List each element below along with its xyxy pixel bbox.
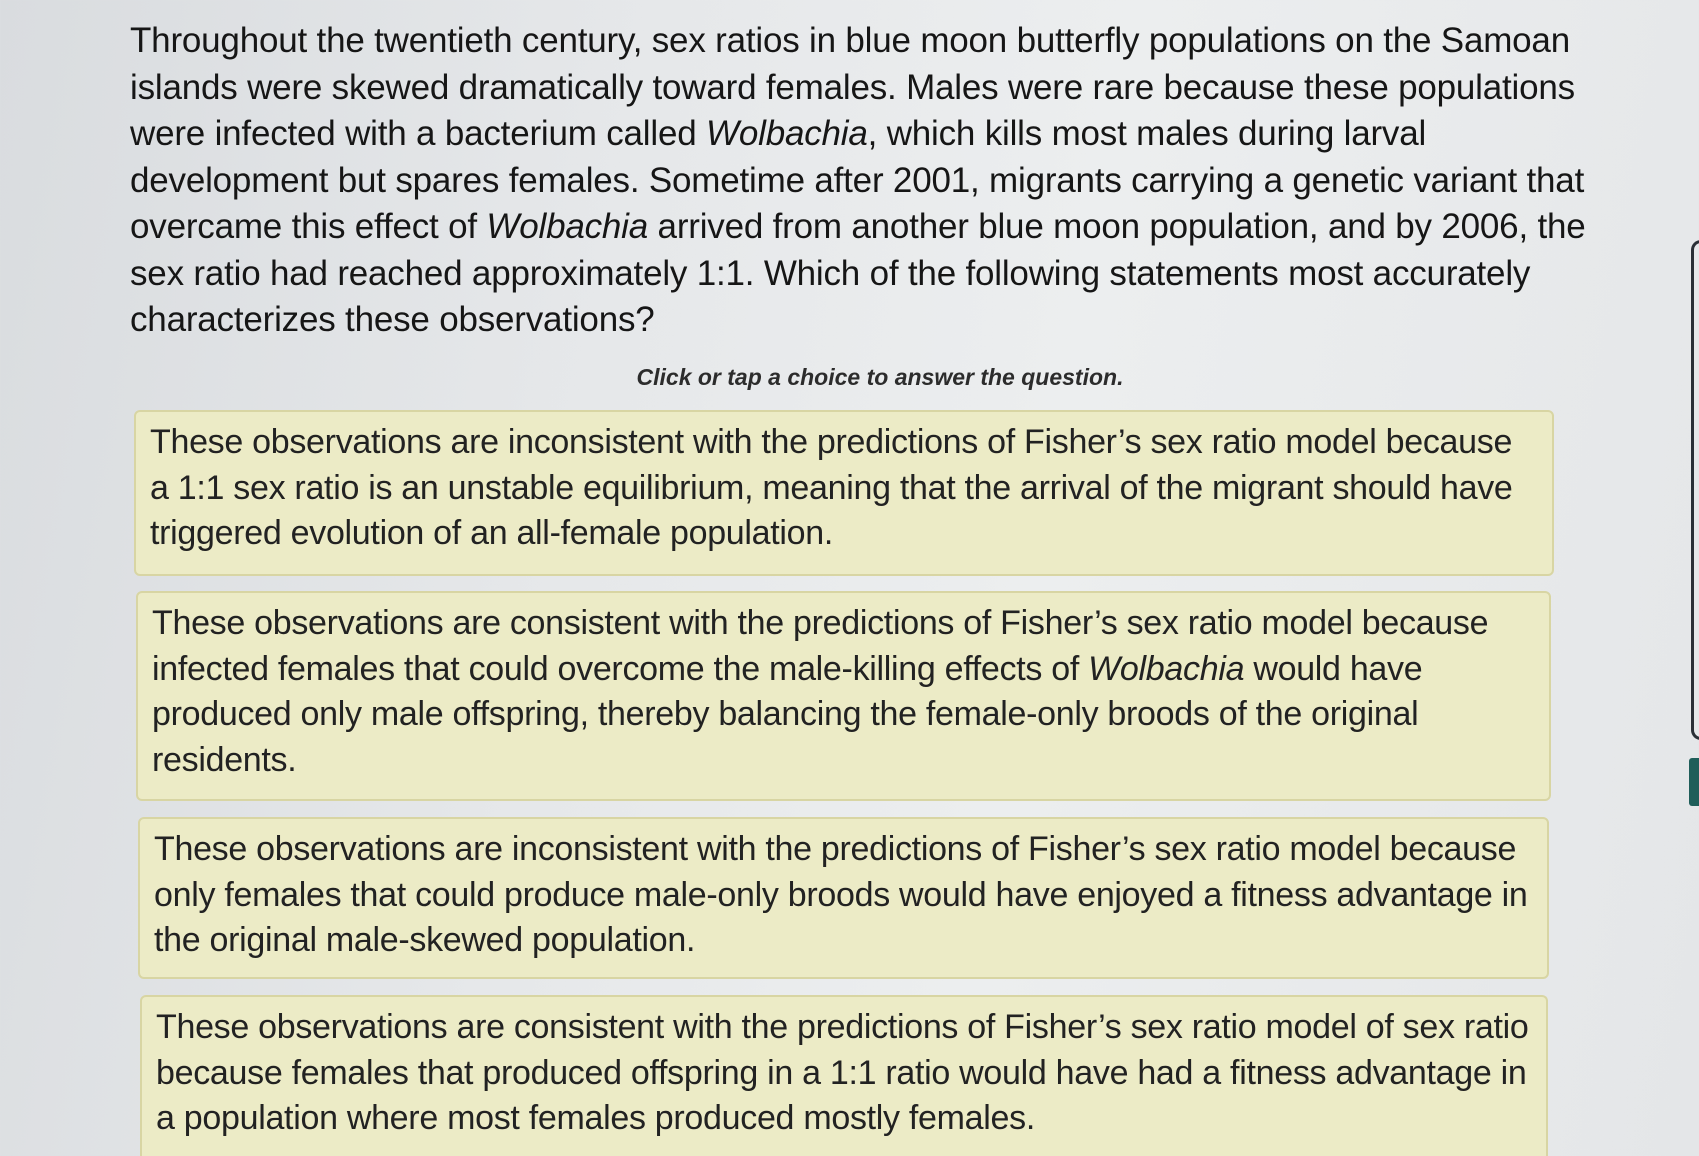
answer-choice-b[interactable] xyxy=(136,591,1551,801)
question-part: Throughout the twentieth century, sex ratios in blue moon butterfly populations on the Samoan islands were skewed dramatically toward females. Males were rare because these populations were infected with a bacterium called xyxy=(130,21,1575,153)
question-part: , which kills most males during larval development but spares females. Sometime after 2001, migrants carrying a genetic variant that overcame this effect of xyxy=(130,114,1585,246)
question-italic-term: Wolbachia xyxy=(706,114,868,153)
question-text xyxy=(130,18,1610,344)
choice-text: These observations are inconsistent with the predictions of Fisher’s sex ratio model because a 1:1 sex ratio is an unstable equilibrium, meaning that the arrival of the migrant should have triggered evolution of an all-female population. xyxy=(150,423,1513,552)
choice-text: These observations are consistent with the predictions of Fisher’s sex ratio model because infected females that could overcome the male-killing effects of xyxy=(152,604,1489,688)
question-italic-term: Wolbachia xyxy=(486,207,649,246)
answer-choice-a[interactable] xyxy=(134,410,1554,576)
answer-choice-d[interactable] xyxy=(140,995,1548,1156)
choice-italic-term: Wolbachia xyxy=(1088,649,1245,688)
choice-text: These observations are consistent with the predictions of Fisher’s sex ratio model of sex ratio because females that produced offspring in a 1:1 ratio would have had a fitness advantage in a population where most females produced mostly females. xyxy=(156,1008,1529,1137)
choice-text: would have produced only male offspring, thereby balancing the female-only broods of the original residents. xyxy=(152,649,1423,779)
question-part: arrived from another blue moon population, and by 2006, the sex ratio had reached approximately 1:1. Which of the following statements most accurately characterizes these observations? xyxy=(130,207,1586,339)
answer-choice-c[interactable] xyxy=(138,817,1549,979)
answer-instruction: Click or tap a choice to answer the question. xyxy=(636,364,1124,390)
side-panel-button[interactable] xyxy=(1689,758,1699,806)
side-panel-edge[interactable] xyxy=(1691,240,1699,740)
choice-text: These observations are inconsistent with the predictions of Fisher’s sex ratio model because only females that could produce male-only broods would have enjoyed a fitness advantage in the original male-skewed population. xyxy=(154,830,1528,959)
